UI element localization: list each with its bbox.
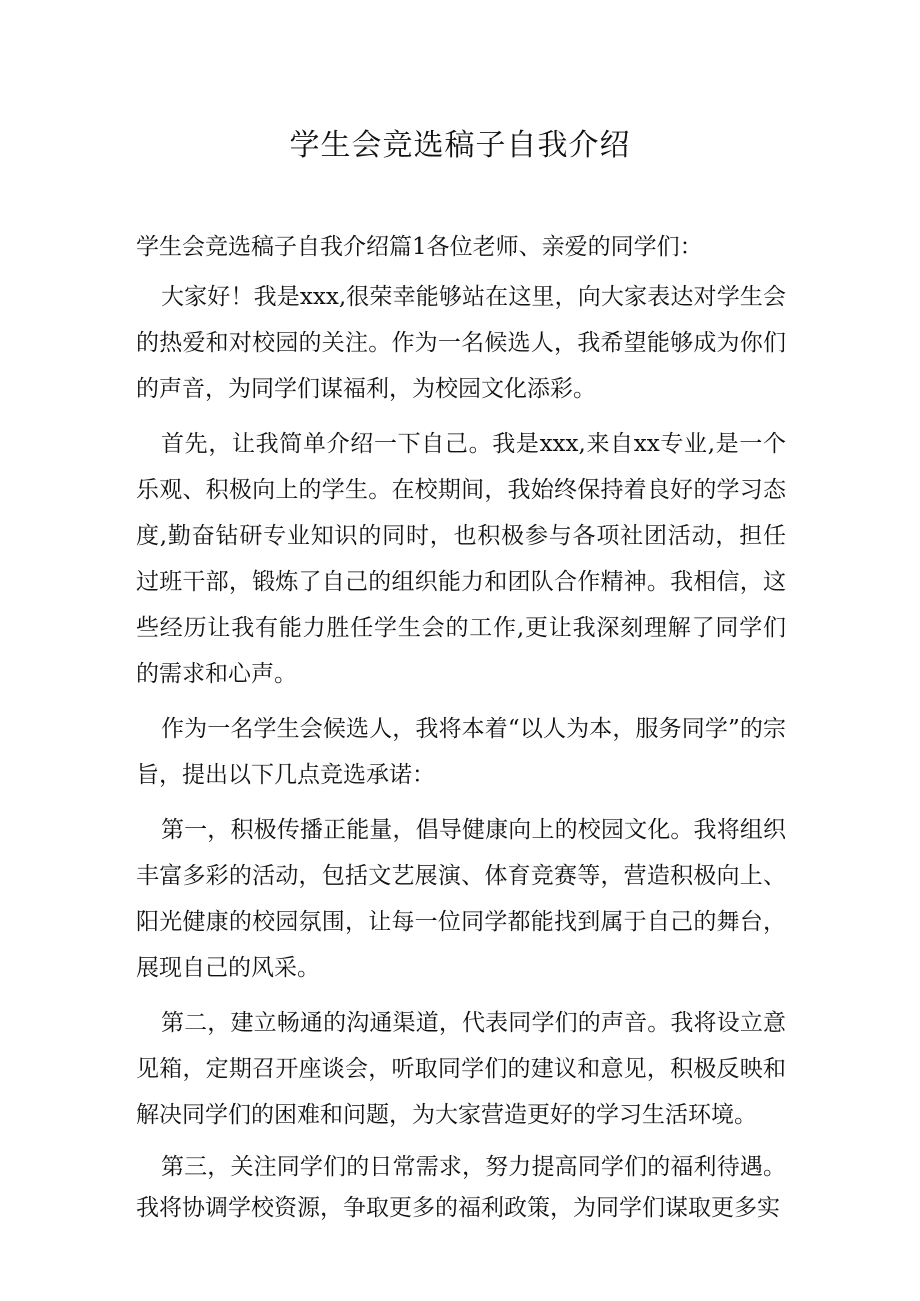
document-body — [136, 224, 786, 1238]
paragraph-commitment-1: 第一，积极传播正能量，倡导健康向上的校园文化。我将组织丰富多彩的活动，包括文艺展演、体育竞赛等，营造积极向上、阳光健康的校园氛围，让每一位同学都能找到属于自己的舞台，展现自己的风采。 — [136, 817, 786, 981]
paragraph-commitment-2: 第二，建立畅通的沟通渠道，代表同学们的声音。我将设立意见箱，定期召开座谈会，听取同学们的建议和意见，积极反映和解决同学们的困难和问题，为大家营造更好的学习生活环境。 — [136, 1010, 786, 1128]
paragraph-self-introduction: 首先，让我简单介绍一下自己。我是xxx,来自xx专业,是一个乐观、积极向上的学生。在校期间，我始终保持着良好的学习态度,勤奋钻研专业知识的同时，也积极参与各项社团活动，担任过班干部，锻炼了自己的组织能力和团队合作精神。我相信，这些经历让我有能力胜任学生会的工作,更让我深刻理解了同学们的需求和心声。 — [136, 431, 786, 687]
paragraph-intro: 大家好！我是xxx,很荣幸能够站在这里，向大家表达对学生会的热爱和对校园的关注。作为一名候选人，我希望能够成为你们的声音，为同学们谋福利，为校园文化添彩。 — [136, 284, 786, 402]
document-title: 学生会竞选稿子自我介绍 — [289, 128, 631, 163]
paragraph-commitment-intro: 作为一名学生会候选人，我将本着“以人为本，服务同学”的宗旨，提出以下几点竞选承诺： — [136, 716, 786, 788]
paragraph-commitment-3: 第三，关注同学们的日常需求，努力提高同学们的福利待遇。我将协调学校资源，争取更多的福利政策，为同学们谋取更多实 — [136, 1154, 786, 1221]
paragraph-greeting: 学生会竞选稿子自我介绍篇1各位老师、亲爱的同学们： — [136, 234, 703, 260]
